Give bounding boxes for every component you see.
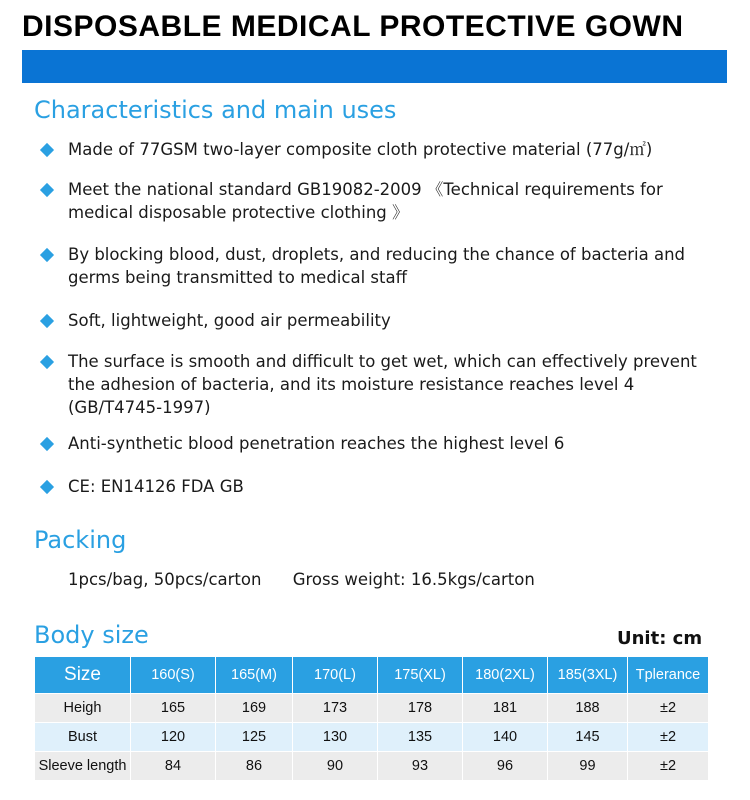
item-line: germs being transmitted to medical staff xyxy=(68,268,407,287)
item-line: the adhesion of bacteria, and its moisture resistance reaches level 4 xyxy=(68,375,635,394)
table-cell: 165 xyxy=(131,694,216,723)
header-bar xyxy=(22,50,727,83)
table-cell: 178 xyxy=(378,694,463,723)
column-header: 160(S) xyxy=(131,657,216,694)
item-line: Meet the national standard GB19082-2009 《Technical requirements for xyxy=(68,180,663,199)
diamond-bullet-icon xyxy=(40,437,54,451)
table-cell: 181 xyxy=(463,694,548,723)
table-cell: ±2 xyxy=(628,752,709,781)
diamond-bullet-icon xyxy=(40,248,54,262)
table-cell: 93 xyxy=(378,752,463,781)
table-cell: 169 xyxy=(216,694,293,723)
table-cell: 130 xyxy=(293,723,378,752)
diamond-bullet-icon xyxy=(40,314,54,328)
item-line: CE: EN14126 FDA GB xyxy=(68,477,244,496)
table-cell: 86 xyxy=(216,752,293,781)
table-cell: 90 xyxy=(293,752,378,781)
diamond-bullet-icon xyxy=(40,355,54,369)
table-cell: 96 xyxy=(463,752,548,781)
table-row xyxy=(35,752,709,781)
column-header: 170(L) xyxy=(293,657,378,694)
item-line: (GB/T4745-1997) xyxy=(68,398,211,417)
table-cell: 84 xyxy=(131,752,216,781)
size-table xyxy=(34,656,709,781)
section-heading-packing: Packing xyxy=(34,526,127,554)
unit-label: Unit: cm xyxy=(617,628,703,649)
table-cell: 125 xyxy=(216,723,293,752)
table-cell: 173 xyxy=(293,694,378,723)
item-line: By blocking blood, dust, droplets, and reducing the chance of bacteria and xyxy=(68,245,686,264)
table-header-row xyxy=(35,657,709,694)
page-title: DISPOSABLE MEDICAL PROTECTIVE GOWN xyxy=(22,10,684,43)
item-line: medical disposable protective clothing 》 xyxy=(68,203,409,222)
section-heading-characteristics: Characteristics and main uses xyxy=(34,96,397,124)
item-line: Soft, lightweight, good air permeability xyxy=(68,311,391,330)
table-cell: 188 xyxy=(548,694,628,723)
table-cell: 135 xyxy=(378,723,463,752)
item-line: The surface is smooth and difficult to get wet, which can effectively prevent xyxy=(68,352,697,371)
diamond-bullet-icon xyxy=(40,143,54,157)
column-header: 175(XL) xyxy=(378,657,463,694)
table-cell: ±2 xyxy=(628,723,709,752)
diamond-bullet-icon xyxy=(40,183,54,197)
column-header: 165(M) xyxy=(216,657,293,694)
row-label: Bust xyxy=(35,723,131,752)
table-row xyxy=(35,694,709,723)
row-label: Sleeve length xyxy=(35,752,131,781)
packing-weight: Gross weight: 16.5kgs/carton xyxy=(292,570,535,589)
packing-bag: 1pcs/bag, 50pcs/carton xyxy=(68,570,262,589)
item-line: Anti-synthetic blood penetration reaches the highest level 6 xyxy=(68,434,565,453)
packing-info xyxy=(68,570,561,589)
table-cell: 145 xyxy=(548,723,628,752)
column-header: Tplerance xyxy=(628,657,709,694)
section-heading-body-size: Body size xyxy=(34,621,149,649)
table-row xyxy=(35,723,709,752)
table-cell: 120 xyxy=(131,723,216,752)
table-cell: 99 xyxy=(548,752,628,781)
column-header: 185(3XL) xyxy=(548,657,628,694)
column-header: Size xyxy=(35,657,131,694)
table-cell: ±2 xyxy=(628,694,709,723)
row-label: Heigh xyxy=(35,694,131,723)
item-line: Made of 77GSM two-layer composite cloth protective material (77g/㎡) xyxy=(68,140,653,159)
diamond-bullet-icon xyxy=(40,480,54,494)
table-cell: 140 xyxy=(463,723,548,752)
column-header: 180(2XL) xyxy=(463,657,548,694)
